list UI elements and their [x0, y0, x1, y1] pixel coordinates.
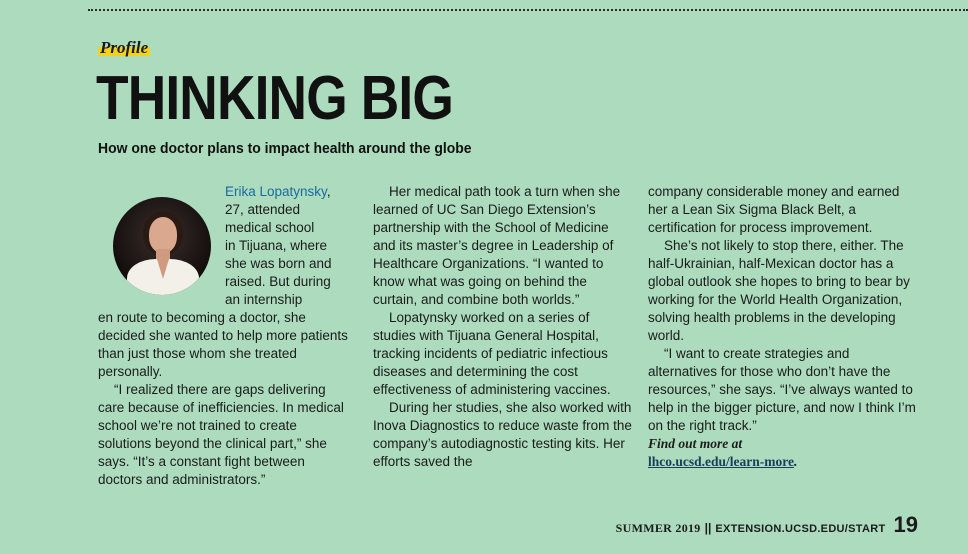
find-more-label: Find out more at	[648, 436, 743, 451]
intro-line: in Tijuana, where	[225, 238, 328, 253]
intro-line: raised. But during	[225, 274, 331, 289]
article-column-1	[98, 183, 348, 489]
footer-separator: ||	[704, 521, 712, 535]
intro-line: she was born and	[225, 256, 332, 271]
page-footer	[616, 512, 918, 538]
intro-line: Erika Lopatynsky,	[225, 184, 331, 199]
paragraph: Lopatynsky worked on a series of studies with Tijuana General Hospital, tracking incidents of pediatric infectious diseases and determining the cost effectiveness of administering vaccines.	[373, 310, 611, 397]
top-dotted-rule	[88, 9, 968, 11]
paragraph: “I realized there are gaps delivering care because of inefficiencies. In medical school we’re not trained to create solutions beyond the clinical part,” she says. “It’s a constant fight between doctors and administrators.”	[98, 382, 344, 487]
intro-line: 27, attended	[225, 202, 301, 217]
find-out-more: Find out more at lhco.ucsd.edu/learn-more.	[648, 436, 798, 469]
section-kicker: Profile	[100, 38, 149, 57]
wrapped-intro	[225, 183, 348, 309]
article-column-2	[373, 183, 633, 471]
subject-name: Erika Lopatynsky	[225, 184, 327, 199]
page-number: 19	[893, 512, 918, 537]
paragraph: “I want to create strategies and alternatives for those who don’t have the resources,” she says. “I’ve always wanted to help in the bigger picture, and now I think I’m on the right track.”	[648, 346, 916, 433]
paragraph: During her studies, she also worked with Inova Diagnostics to reduce waste from the company’s autodiagnostic testing kits. Her efforts saved the	[373, 400, 632, 469]
paragraph-continued: en route to becoming a doctor, she decided she wanted to help more patients than just those whom she treated personally.	[98, 310, 348, 379]
article-column-3	[648, 183, 916, 471]
footer-issue: SUMMER 2019	[615, 521, 701, 535]
headline: THINKING BIG	[96, 64, 453, 133]
paragraph: company considerable money and earned her a Lean Six Sigma Black Belt, a certification for process improvement.	[648, 184, 900, 235]
intro-line: medical school	[225, 220, 315, 235]
intro-line: an internship	[225, 292, 303, 307]
paragraph: Her medical path took a turn when she learned of UC San Diego Extension’s partnership with the School of Medicine and its master’s degree in Leadership of Healthcare Organizations. “I wanted to know what was going on behind the curtain, and combine both worlds.”	[373, 184, 621, 307]
paragraph: She’s not likely to stop there, either. The half-Ukrainian, half-Mexican doctor has a global outlook she hopes to bring to bear by working for the World Health Organization, solving health problems in the developing world.	[648, 238, 910, 343]
footer-site: EXTENSION.UCSD.EDU/START	[715, 523, 886, 535]
learn-more-link[interactable]: lhco.ucsd.edu/learn-more	[648, 454, 794, 469]
deck-subtitle: How one doctor plans to impact health around the globe	[98, 140, 472, 157]
